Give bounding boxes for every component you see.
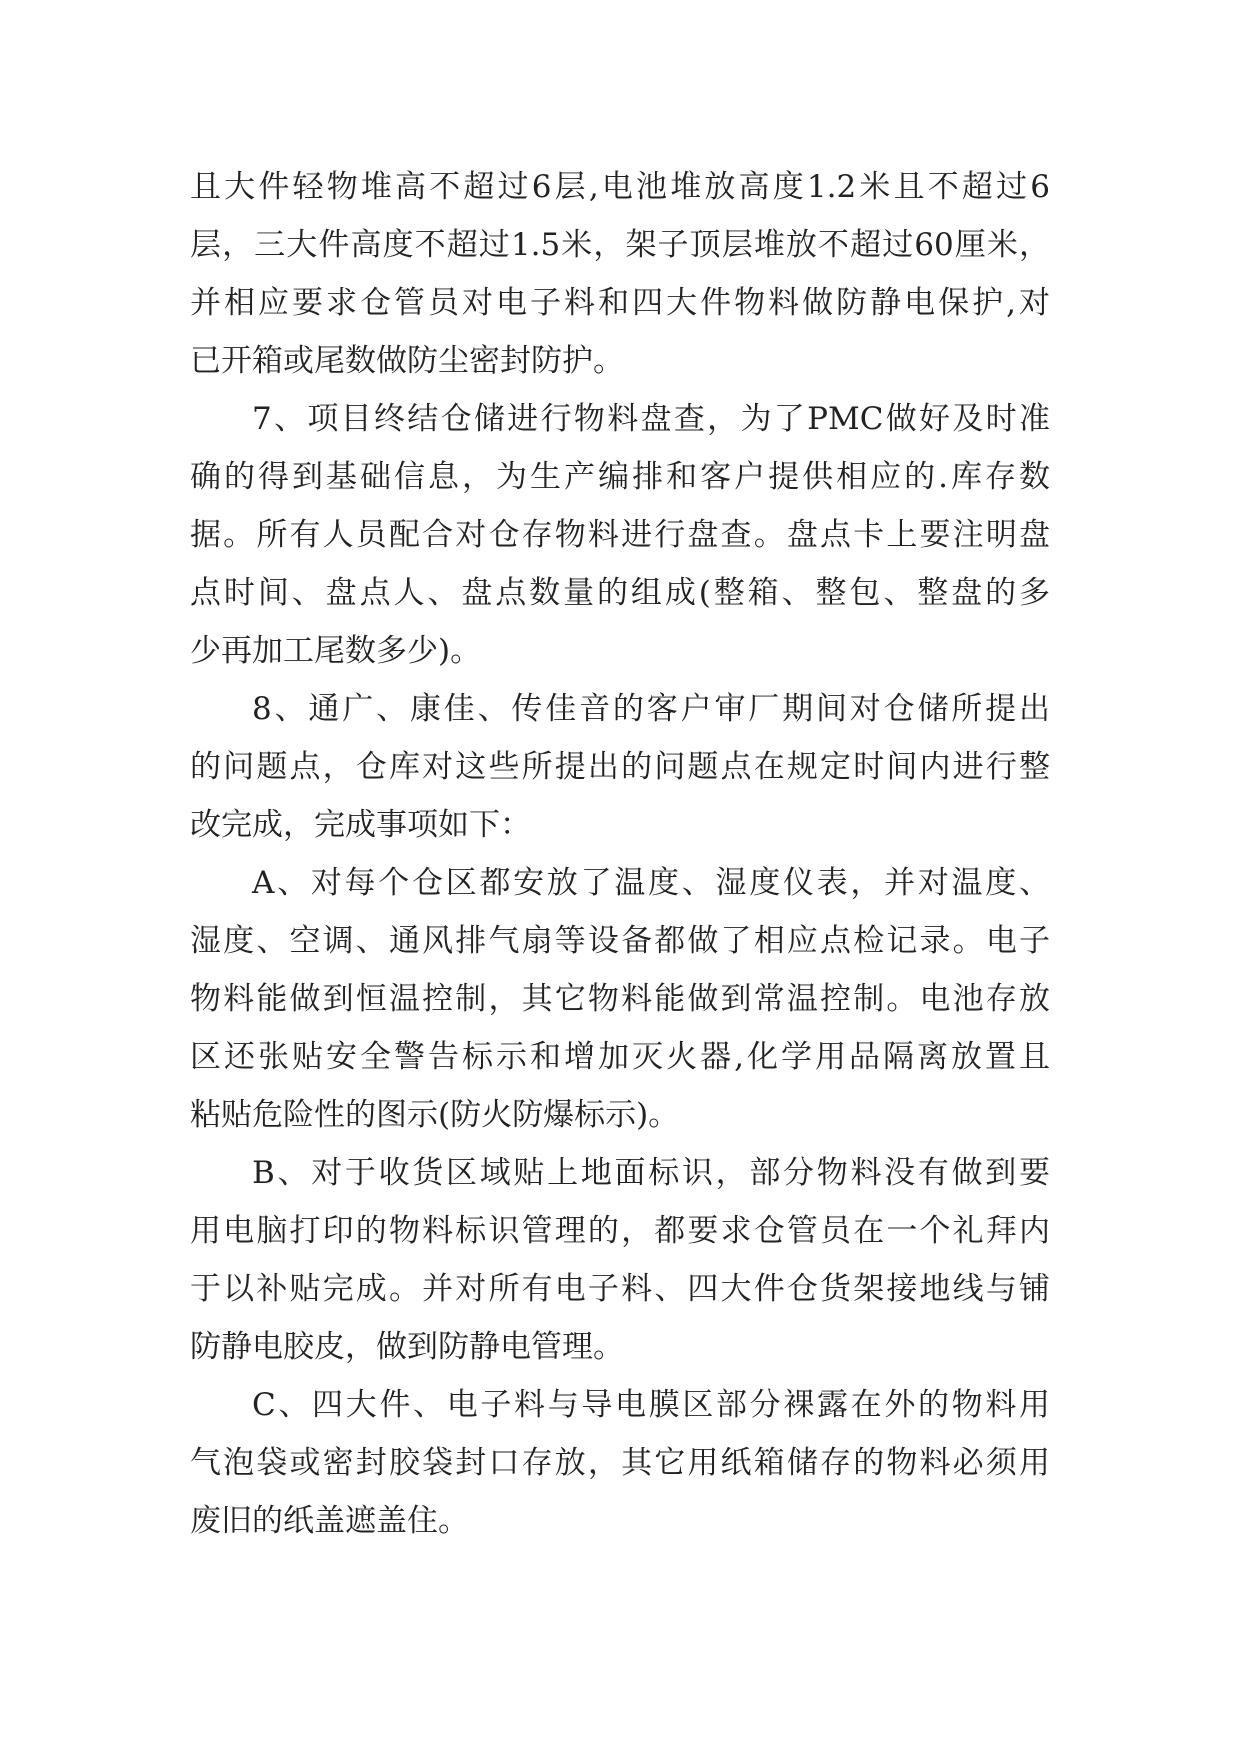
text-line: 气泡袋或密封胶袋封口存放，其它用纸箱储存的物料必须用 [190,1445,1050,1481]
text-line: 并相应要求仓管员对电子料和四大件物料做防静电保护,对 [190,285,1050,321]
text-line: 确的得到基础信息，为生产编排和客户提供相应的.库存数 [190,459,1050,495]
text-line: 粘贴危险性的图示(防火防爆标示)。 [190,1097,680,1133]
paragraph-item-8 [190,680,1050,854]
text-line: 8、通广、康佳、传佳音的客户审厂期间对仓储所提出 [252,691,1050,727]
text-line: 已开箱或尾数做防尘密封防护。 [190,343,624,379]
text-line: 据。所有人员配合对仓存物料进行盘查。盘点卡上要注明盘 [190,517,1050,553]
text-line: A、对每个仓区都安放了温度、湿度仪表，并对温度、 [252,865,1050,901]
text-line: 的问题点，仓库对这些所提出的问题点在规定时间内进行整 [190,749,1050,785]
paragraph-item-c [190,1376,1050,1550]
paragraph-item-7 [190,390,1050,680]
text-line: 于以补贴完成。并对所有电子料、四大件仓货架接地线与铺 [190,1271,1050,1307]
text-line: B、对于收货区域贴上地面标识，部分物料没有做到要 [252,1155,1050,1191]
text-line: 7、项目终结仓储进行物料盘查，为了PMC做好及时准 [252,401,1050,437]
text-line: C、四大件、电子料与导电膜区部分裸露在外的物料用 [252,1387,1050,1423]
document-body [190,158,1050,1550]
text-line: 改完成，完成事项如下： [190,807,531,843]
text-line: 用电脑打印的物料标识管理的，都要求仓管员在一个礼拜内 [190,1213,1050,1249]
text-line: 防静电胶皮，做到防静电管理。 [190,1329,624,1365]
text-line: 区还张贴安全警告标示和增加灭火器,化学用品隔离放置且 [190,1039,1050,1075]
text-line: 废旧的纸盖遮盖住。 [190,1503,469,1539]
text-line: 且大件轻物堆高不超过6层,电池堆放高度1.2米且不超过6 [190,169,1050,205]
text-line: 点时间、盘点人、盘点数量的组成(整箱、整包、整盘的多 [190,575,1050,611]
paragraph-item-b [190,1144,1050,1376]
paragraph-item-a [190,854,1050,1144]
paragraph-stacking-rules [190,158,1050,390]
text-line: 湿度、空调、通风排气扇等设备都做了相应点检记录。电子 [190,923,1050,959]
text-line: 层，三大件高度不超过1.5米，架子顶层堆放不超过60厘米， [190,227,1050,263]
text-line: 少再加工尾数多少)。 [190,633,482,669]
text-line: 物料能做到恒温控制，其它物料能做到常温控制。电池存放 [190,981,1050,1017]
